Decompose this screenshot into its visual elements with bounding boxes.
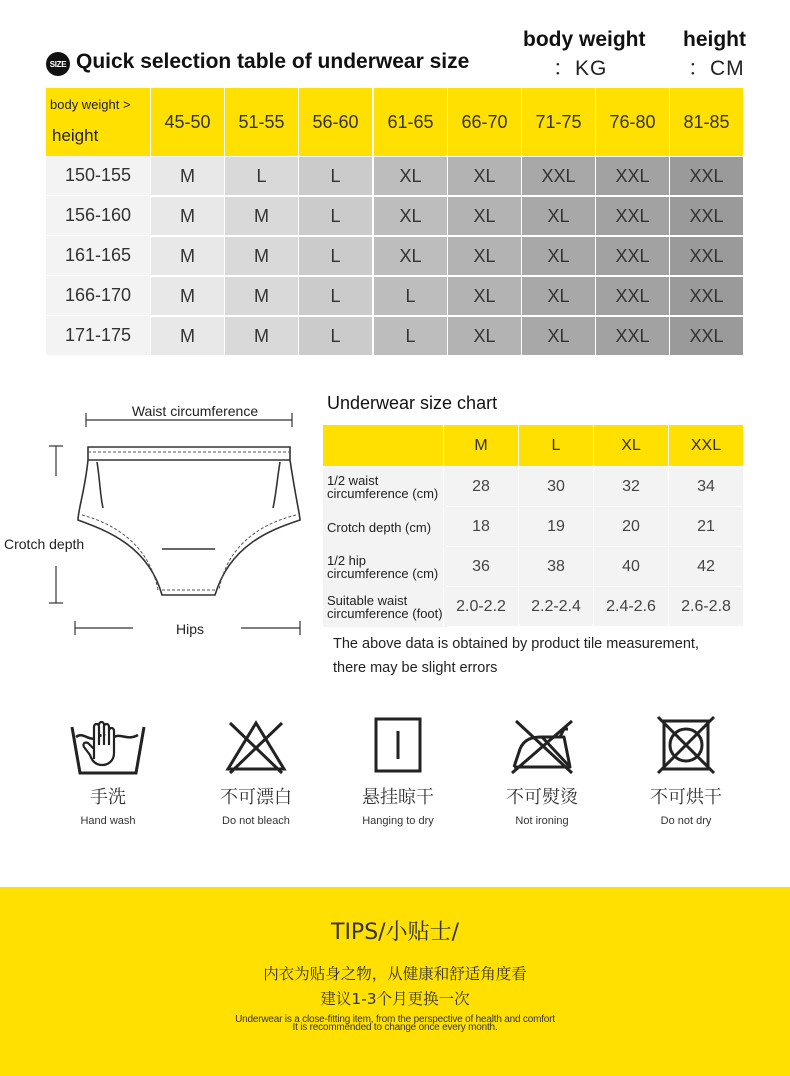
measurement-note [333,632,733,680]
legend-height-label: height [683,28,746,51]
care-do-not-iron [472,715,612,827]
size-cell: XXL [669,276,743,315]
care-hang-dry [328,715,468,827]
row-label-line-1: Suitable waist [327,593,408,608]
waist-label: Waist circumference [131,403,259,419]
care-en-label: Do not bleach [222,815,290,827]
size-chart-row-label [323,467,447,507]
care-do-not-tumble-dry [616,715,756,827]
weight-range-header: 51-55 [224,88,298,156]
size-chart-row-label [323,507,447,547]
size-cell: XXL [595,316,669,355]
care-do-not-bleach [186,715,326,827]
do-not-iron-icon [502,715,582,775]
weight-range-header: 45-50 [150,88,224,156]
size-cell: XL [373,196,447,235]
hang-dry-icon [358,715,438,775]
size-cell: XXL [669,156,743,195]
size-cell: L [373,276,447,315]
size-cell: XXL [669,316,743,355]
weight-range-header: 71-75 [521,88,595,156]
care-en-label: Hand wash [80,815,136,827]
care-en-label: Not ironing [515,815,569,827]
care-cn-label: 不可烘干 [650,787,722,808]
size-chart-cell: 19 [518,507,593,546]
size-chart-cell: 2.4-2.6 [593,587,668,626]
table-corner [46,88,150,156]
size-chart-cell: 30 [518,467,593,506]
size-cell: L [373,316,447,355]
tips-title: TIPS/小贴士/ [331,920,459,945]
size-cell: XL [521,276,595,315]
row-label-line-1: 1/2 hip [327,553,367,568]
size-cell: L [298,316,372,355]
size-cell: XXL [595,276,669,315]
weight-range-header: 61-65 [373,88,447,156]
size-cell: XL [373,156,447,195]
care-en-label: Do not dry [660,815,712,827]
legend-height-unit: ：CM [688,57,745,80]
size-cell: XL [373,236,447,275]
size-chart-header: XL [593,425,668,466]
size-chart-cell: 38 [518,547,593,586]
size-cell: M [150,316,224,355]
do-not-tumble-dry-icon [646,715,726,775]
tips-cn-line-2: 建议1-3个月更换一次 [320,990,470,1008]
size-cell: M [150,156,224,195]
height-range-header: 166-170 [46,276,150,315]
height-range-header: 150-155 [46,156,150,195]
size-chart-cell: 28 [443,467,518,506]
size-chart-row-label [323,547,447,587]
size-chart-cell: 36 [443,547,518,586]
weight-range-header: 76-80 [595,88,669,156]
size-cell: L [224,156,298,195]
size-badge: SIZE [46,52,70,76]
size-cell: XL [447,276,521,315]
care-en-label: Hanging to dry [362,815,434,827]
size-cell: XL [447,316,521,355]
size-chart-title: Underwear size chart [327,393,498,413]
size-chart-cell: 40 [593,547,668,586]
tips-cn-line-1: 内衣为贴身之物，从健康和舒适角度看 [263,965,527,983]
corner-height-label: height [52,126,99,145]
tips-en-line-1: Underwear is a close-fitting item, from the perspective of health and comfort [235,1014,555,1025]
row-label-line-2: circumference (cm) [327,566,439,581]
care-cn-label: 不可漂白 [220,787,292,808]
hips-label: Hips [175,621,205,637]
row-label-line-2: circumference (cm) [327,486,439,501]
size-chart-cell: 20 [593,507,668,546]
size-cell: M [224,196,298,235]
row-label-line-1: 1/2 waist [327,473,379,488]
tips-en-line-2: It is recommended to change once every month. [292,1022,498,1033]
note-line-2: there may be slight errors [333,660,498,676]
size-chart-header: M [443,425,518,466]
size-chart-cell: 2.6-2.8 [668,587,743,626]
care-cn-label: 不可熨烫 [506,787,578,808]
crotch-depth-label: Crotch depth [4,536,85,552]
crotch-measure-line [49,446,63,603]
size-cell: XXL [669,196,743,235]
weight-range-header: 66-70 [447,88,521,156]
note-line-1: The above data is obtained by product tile measurement, [333,636,699,652]
size-chart-cell: 42 [668,547,743,586]
size-chart-header: L [518,425,593,466]
briefs-outline [78,447,300,595]
size-chart-corner [323,425,443,466]
size-cell: L [298,236,372,275]
row-label-line-1: Crotch depth (cm) [327,519,432,535]
page-title: Quick selection table of underwear size [76,50,470,73]
size-chart-cell: 2.2-2.4 [518,587,593,626]
height-range-header: 161-165 [46,236,150,275]
size-cell: M [224,276,298,315]
do-not-bleach-icon [216,715,296,775]
size-cell: L [298,196,372,235]
size-cell: XL [521,196,595,235]
size-chart-header: XXL [668,425,743,466]
size-cell: M [150,276,224,315]
underwear-diagram [0,395,320,650]
size-cell: XL [447,196,521,235]
quick-selection-table [46,88,743,356]
corner-weight-label: body weight > [50,97,131,112]
size-cell: M [224,236,298,275]
weight-range-header: 81-85 [669,88,743,156]
size-cell: XXL [595,156,669,195]
care-hand-wash [38,715,178,827]
legend-weight-label: body weight [523,28,646,51]
size-chart-cell: 32 [593,467,668,506]
size-cell: XL [447,156,521,195]
size-chart-cell: 34 [668,467,743,506]
size-chart-cell: 18 [443,507,518,546]
size-cell: L [298,276,372,315]
height-range-header: 156-160 [46,196,150,235]
size-chart-cell: 2.0-2.2 [443,587,518,626]
hand-wash-icon [68,715,148,775]
size-cell: L [298,156,372,195]
legend-weight-unit: ：KG [553,57,608,80]
weight-range-header: 56-60 [298,88,372,156]
size-chart-cell: 21 [668,507,743,546]
size-cell: XL [521,316,595,355]
size-cell: XL [447,236,521,275]
size-cell: M [224,316,298,355]
size-chart-row-label [323,587,447,627]
size-cell: XXL [595,196,669,235]
size-cell: M [150,236,224,275]
size-cell: XXL [595,236,669,275]
row-label-line-2: circumference (foot) [327,606,443,621]
size-cell: XXL [669,236,743,275]
size-cell: M [150,196,224,235]
height-range-header: 171-175 [46,316,150,355]
size-cell: XL [521,236,595,275]
size-cell: XXL [521,156,595,195]
care-cn-label: 手洗 [90,787,126,808]
care-cn-label: 悬挂晾干 [362,787,434,808]
